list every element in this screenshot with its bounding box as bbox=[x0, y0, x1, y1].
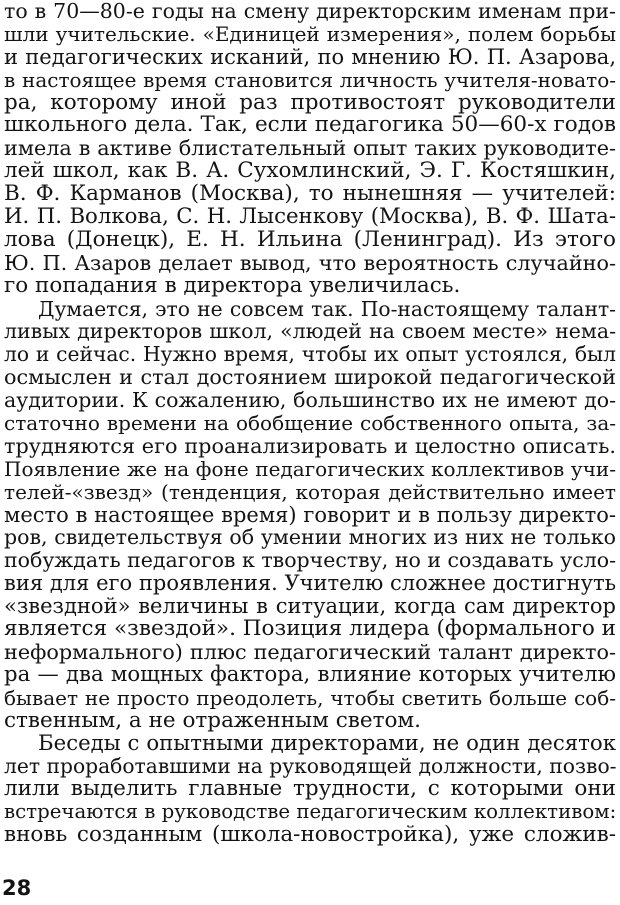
text-line: и педагогических исканий, по мнению Ю. П. Азарова, bbox=[4, 44, 616, 69]
text-line: лей школ, как В. А. Сухомлинский, Э. Г. Костяшкин, bbox=[4, 158, 616, 184]
text-line: го попадания в директора увеличилась. bbox=[4, 272, 461, 298]
text-line: осмыслен и стал достоянием широкой педагогической bbox=[4, 365, 616, 390]
text-line: вия для его проявления. Учителю сложнее достигнуть bbox=[4, 571, 616, 596]
text-line: Беседы с опытными директорами, не один десяток bbox=[38, 730, 616, 756]
body-text bbox=[4, 0, 616, 847]
text-line: то в 70—80-е годы на смену директорским именам при- bbox=[4, 0, 616, 23]
text-line: неформального) плюс педагогический талант директо- bbox=[4, 639, 616, 664]
text-line: побуждать педагогов к творчеству, но и создавать усло- bbox=[4, 548, 616, 573]
text-line: ственным, а не отраженным светом. bbox=[4, 707, 421, 733]
text-line: ливых директоров школ, «людей на своем месте» нема- bbox=[4, 319, 616, 344]
text-line: встречаются в руководстве педагогическим коллективом: bbox=[4, 800, 617, 824]
text-line: является «звездой». Позиция лидера (формального и bbox=[4, 616, 616, 642]
text-line: Появление же на фоне педагогических коллективов учи- bbox=[4, 456, 616, 481]
text-line: лова (Донецк), Е. Н. Ильина (Ленинград). Из этого bbox=[4, 226, 616, 252]
text-line: «звездной» величины в ситуации, когда сам директор bbox=[4, 594, 616, 619]
text-line: телей-«звезд» (тенденция, которая действительно имеет bbox=[4, 479, 616, 504]
text-line: в настоящее время становится личность учителя-новато- bbox=[4, 67, 616, 92]
text-line: вновь созданным (школа-новостройка), уже сложив- bbox=[4, 822, 616, 848]
text-line: ра — два мощных фактора, влияние которых учителю bbox=[4, 661, 616, 687]
text-line: Думается, это не совсем так. По-настоящему талант- bbox=[38, 296, 616, 321]
text-line: Ю. П. Азаров делает вывод, что вероятность случайно- bbox=[4, 250, 616, 275]
page-number: 28 bbox=[2, 876, 32, 900]
text-line: школьного дела. Так, если педагогика 50—60-х годов bbox=[4, 112, 616, 138]
text-line: ров, свидетельствуя об умении многих из них не только bbox=[4, 525, 616, 550]
text-line: ло и сейчас. Нужно время, чтобы их опыт устоялся, был bbox=[4, 342, 616, 367]
text-line: лили выделить главные трудности, с которыми они bbox=[4, 776, 616, 802]
text-line: аудитории. К сожалению, большинство их не имеют до- bbox=[4, 388, 616, 413]
text-line: бывает не просто преодолеть, чтобы светить больше соб- bbox=[4, 685, 616, 710]
text-line: трудняются его проанализировать и целостно описать. bbox=[4, 433, 616, 458]
text-line: лет проработавшими на руководящей должности, позво- bbox=[4, 754, 617, 779]
text-line: шли учительские. «Единицей измерения», полем борьбы bbox=[4, 21, 616, 46]
text-line: имела в активе блистательный опыт таких руководите- bbox=[4, 136, 616, 161]
text-line: статочно времени на обобщение собственного опыта, за- bbox=[4, 411, 616, 436]
text-line: место в настоящее время) говорит и в пользу директо- bbox=[4, 502, 616, 527]
text-line: ра, которому иной раз противостоят руководители bbox=[4, 89, 616, 115]
text-line: И. П. Волкова, С. Н. Лысенкову (Москва), В. Ф. Шата- bbox=[4, 204, 616, 230]
text-line: В. Ф. Карманов (Москва), то нынешняя — учителей: bbox=[4, 181, 616, 207]
